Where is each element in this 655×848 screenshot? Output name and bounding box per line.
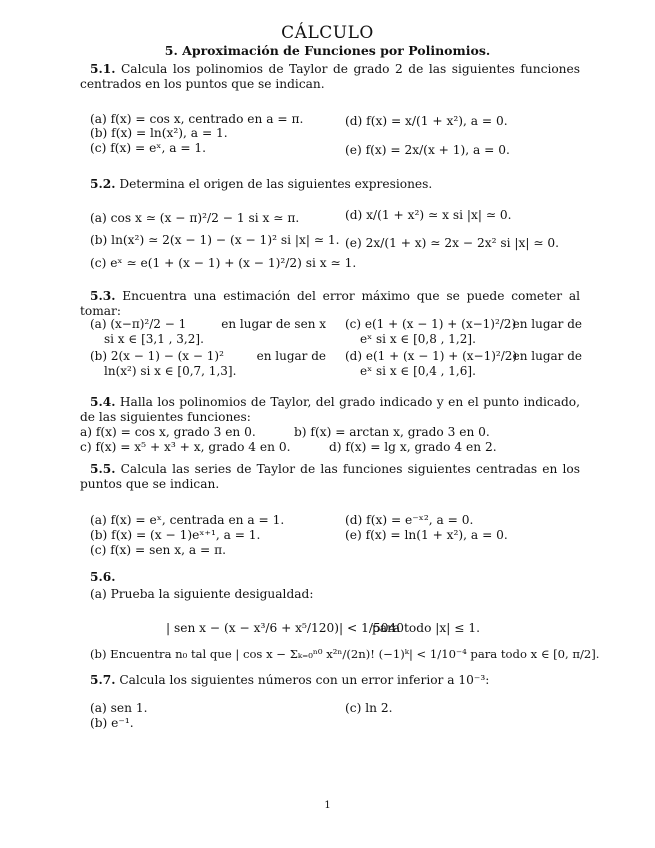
exercise-5-5-item-e: (e) f(x) = ln(1 + x²), a = 0. [345, 528, 508, 542]
exercise-5-3-statement [80, 289, 580, 319]
exercise-5-3-item-a [90, 318, 326, 331]
page-subtitle: 5. Aproximación de Funciones por Polinomios. [164, 43, 491, 58]
exercise-5-7-statement [80, 673, 580, 688]
exercise-5-7-item-b: (b) e⁻¹. [90, 716, 134, 730]
exercise-5-4-item-b: b) f(x) = arctan x, grado 3 en 0. [294, 425, 490, 439]
exercise-5-1-item-e: (e) f(x) = 2x/(x + 1), a = 0. [345, 143, 510, 157]
exercise-5-3-item-a-range: si x ∈ [3,1 , 3,2]. [104, 332, 204, 346]
exercise-5-3-item-d-range: eˣ si x ∈ [0,4 , 1,6]. [360, 364, 476, 378]
exercise-5-2-item-d: (d) x/(1 + x²) ≃ x si |x| ≃ 0. [345, 208, 512, 222]
exercise-5-5-item-a: (a) f(x) = eˣ, centrada en a = 1. [90, 513, 285, 527]
exercise-number: 5.5. [90, 462, 116, 476]
exercise-number: 5.4. [90, 395, 116, 409]
item-comparison: en lugar de [512, 317, 582, 331]
exercise-5-2-item-b: (b) ln(x²) ≃ 2(x − 1) − (x − 1)² si |x| ≃ 1. [90, 233, 340, 247]
exercise-5-2-statement [80, 177, 580, 192]
exercise-5-3-item-d [345, 350, 582, 363]
page-title: CÁLCULO [281, 23, 374, 43]
exercise-5-6-inequality-condition: para todo |x| ≤ 1. [372, 621, 480, 635]
exercise-5-6-item-a: (a) Prueba la siguiente desigualdad: [90, 587, 314, 601]
exercise-5-2-item-c: (c) eˣ ≃ e(1 + (x − 1) + (x − 1)²/2) si x ≃ 1. [90, 256, 357, 270]
item-expression: (d) e(1 + (x − 1) + (x−1)²/2) [345, 349, 518, 363]
exercise-text: Determina el origen de las siguientes expresiones. [119, 177, 433, 191]
exercise-number: 5.7. [90, 673, 116, 687]
exercise-5-7-item-c: (c) ln 2. [345, 701, 393, 715]
exercise-text: Encuentra una estimación del error máximo que se puede cometer al tomar: [80, 289, 581, 318]
exercise-text: Calcula las series de Taylor de las funciones siguientes centradas en los puntos que se indican. [80, 462, 580, 491]
exercise-5-3-item-c [345, 318, 582, 331]
exercise-number: 5.2. [90, 177, 116, 191]
exercise-5-6-item-b: (b) Encuentra n₀ tal que | cos x − Σₖ₌₀ⁿ⁰ x²ⁿ/(2n)! (−1)ᵏ| < 1/10⁻⁴ para todo x ∈ [0, π/2]. [90, 647, 600, 661]
exercise-5-1-item-d: (d) f(x) = x/(1 + x²), a = 0. [345, 114, 508, 128]
exercise-5-4-item-c: c) f(x) = x⁵ + x³ + x, grado 4 en 0. [80, 440, 291, 454]
exercise-5-1-item-b: (b) f(x) = ln(x²), a = 1. [90, 126, 228, 140]
exercise-5-6-number: 5.6. [90, 570, 116, 584]
exercise-number: 5.1. [90, 62, 116, 76]
item-comparison: en lugar de sen x [221, 317, 326, 331]
exercise-5-1-item-a: (a) f(x) = cos x, centrado en a = π. [90, 112, 304, 126]
exercise-5-4-item-d: d) f(x) = lg x, grado 4 en 2. [329, 440, 497, 454]
exercise-text: Halla los polinomios de Taylor, del grado indicado y en el punto indicado, de las siguientes funciones: [80, 395, 581, 424]
exercise-5-4-item-a: a) f(x) = cos x, grado 3 en 0. [80, 425, 256, 439]
exercise-5-7-item-a: (a) sen 1. [90, 701, 148, 715]
exercise-number: 5.3. [90, 289, 116, 303]
item-expression: (c) e(1 + (x − 1) + (x−1)²/2) [345, 317, 517, 331]
exercise-text: Calcula los siguientes números con un error inferior a 10⁻³: [119, 673, 490, 687]
exercise-5-3-item-b [90, 350, 326, 363]
exercise-5-5-item-c: (c) f(x) = sen x, a = π. [90, 543, 226, 557]
item-comparison: en lugar de [256, 349, 326, 363]
exercise-5-3-item-c-range: eˣ si x ∈ [0,8 , 1,2]. [360, 332, 476, 346]
exercise-5-2-item-a: (a) cos x ≃ (x − π)²/2 − 1 si x ≃ π. [90, 211, 300, 225]
exercise-5-5-statement [80, 462, 580, 492]
exercise-5-2-item-e: (e) 2x/(1 + x) ≃ 2x − 2x² si |x| ≃ 0. [345, 236, 560, 250]
exercise-5-3-item-b-range: ln(x²) si x ∈ [0,7, 1,3]. [104, 364, 237, 378]
exercise-5-4-statement [80, 395, 580, 425]
item-comparison: en lugar de [512, 349, 582, 363]
page-number: 1 [324, 800, 331, 811]
exercise-5-6-inequality: | sen x − (x − x³/6 + x⁵/120)| < 1/5040 [166, 621, 404, 635]
exercise-5-5-item-b: (b) f(x) = (x − 1)eˣ⁺¹, a = 1. [90, 528, 261, 542]
exercise-5-1-item-c: (c) f(x) = eˣ, a = 1. [90, 141, 207, 155]
item-expression: (b) 2(x − 1) − (x − 1)² [90, 349, 224, 363]
exercise-text: Calcula los polinomios de Taylor de grado 2 de las siguientes funciones centrados en los puntos que se indican. [80, 62, 581, 91]
item-expression: (a) (x−π)²/2 − 1 [90, 317, 187, 331]
exercise-5-1-statement [80, 62, 580, 92]
exercise-5-5-item-d: (d) f(x) = e⁻ˣ², a = 0. [345, 513, 474, 527]
